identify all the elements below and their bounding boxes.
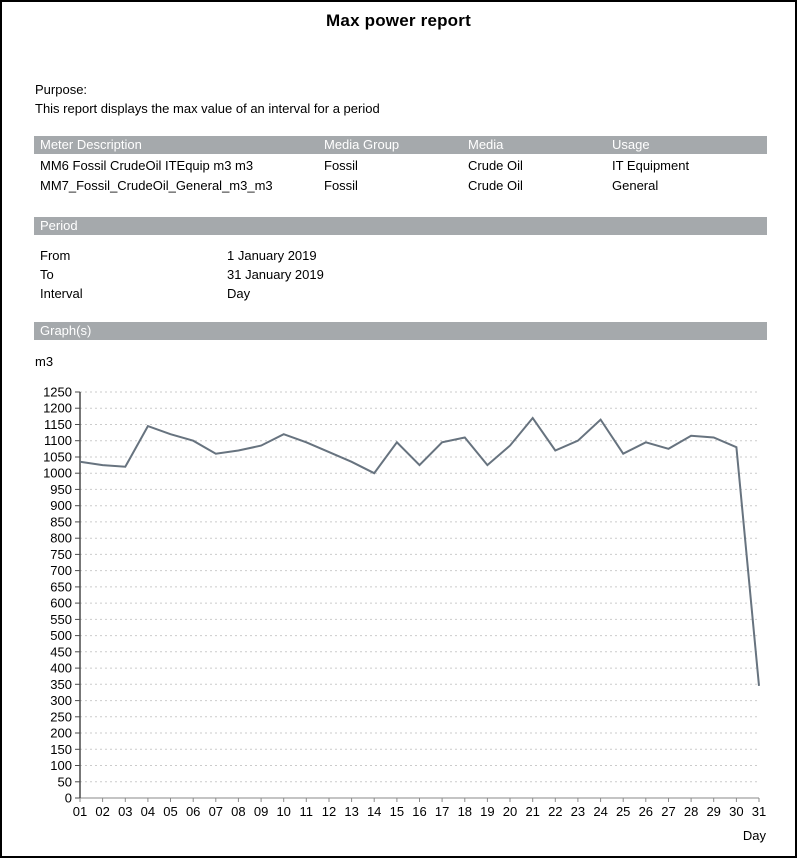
svg-text:12: 12 (321, 804, 337, 819)
table-row (34, 156, 767, 176)
purpose-section (35, 80, 762, 118)
svg-text:03: 03 (118, 804, 133, 819)
svg-text:250: 250 (50, 709, 72, 725)
svg-text:01: 01 (72, 804, 88, 819)
svg-text:200: 200 (50, 725, 72, 741)
svg-text:15: 15 (389, 804, 405, 819)
period-section-header: Period (34, 217, 767, 235)
svg-text:17: 17 (434, 804, 450, 819)
table-cell: Fossil (324, 158, 358, 173)
period-field-value: Day (227, 286, 251, 301)
svg-text:25: 25 (615, 804, 631, 819)
svg-text:20: 20 (502, 804, 518, 819)
svg-text:700: 700 (50, 563, 72, 579)
svg-text:800: 800 (50, 530, 72, 546)
period-field-label: From (40, 248, 71, 263)
chart-container (33, 379, 767, 858)
table-cell: Crude Oil (468, 158, 523, 173)
svg-text:600: 600 (50, 595, 72, 611)
column-header-media: Media (468, 137, 504, 152)
svg-text:1000: 1000 (43, 465, 72, 481)
svg-text:150: 150 (50, 741, 72, 757)
svg-text:550: 550 (50, 611, 72, 627)
period-field-value: 1 January 2019 (227, 248, 317, 263)
period-fields (34, 246, 767, 303)
svg-text:05: 05 (163, 804, 178, 819)
svg-text:19: 19 (480, 804, 495, 819)
svg-text:27: 27 (661, 804, 676, 819)
svg-text:850: 850 (50, 514, 72, 530)
svg-text:04: 04 (140, 804, 156, 819)
graphs-section-header: Graph(s) (34, 322, 767, 340)
svg-text:1250: 1250 (43, 384, 72, 400)
page-title: Max power report (326, 11, 471, 30)
table-cell: General (612, 178, 659, 193)
table-cell: Crude Oil (468, 178, 523, 193)
period-field-value: 31 January 2019 (227, 267, 324, 282)
svg-text:1200: 1200 (43, 400, 72, 416)
meter-table-header (34, 136, 767, 154)
svg-text:350: 350 (50, 676, 72, 692)
svg-text:450: 450 (50, 644, 72, 660)
svg-text:11: 11 (299, 804, 314, 819)
svg-text:1050: 1050 (43, 449, 72, 465)
svg-text:750: 750 (50, 546, 72, 562)
svg-text:18: 18 (457, 804, 473, 819)
period-field-label: To (40, 267, 54, 282)
period-field-row (34, 265, 767, 284)
y-axis-unit-label: m3 (35, 354, 54, 369)
svg-text:400: 400 (50, 660, 72, 676)
period-field-row (34, 246, 767, 265)
table-cell: IT Equipment (612, 158, 690, 173)
svg-text:29: 29 (706, 804, 721, 819)
svg-text:16: 16 (412, 804, 427, 819)
table-cell: Fossil (324, 178, 358, 193)
period-field-row (34, 284, 767, 303)
svg-text:300: 300 (50, 693, 72, 709)
table-cell: MM7_Fossil_CrudeOil_General_m3_m3 (40, 178, 273, 193)
svg-text:22: 22 (548, 804, 563, 819)
svg-text:31: 31 (751, 804, 767, 819)
svg-text:13: 13 (344, 804, 359, 819)
svg-text:950: 950 (50, 481, 72, 497)
svg-text:07: 07 (208, 804, 224, 819)
svg-text:09: 09 (253, 804, 269, 819)
column-header-meter-description: Meter Description (40, 137, 142, 152)
svg-text:28: 28 (683, 804, 699, 819)
svg-text:1150: 1150 (44, 417, 72, 432)
table-row (34, 176, 767, 196)
period-field-label: Interval (40, 286, 83, 301)
svg-text:30: 30 (729, 804, 744, 819)
svg-text:900: 900 (50, 498, 72, 514)
svg-text:14: 14 (366, 804, 382, 819)
svg-text:50: 50 (57, 774, 72, 790)
svg-text:06: 06 (185, 804, 201, 819)
max-power-line-chart (33, 379, 767, 858)
svg-text:100: 100 (50, 758, 72, 773)
svg-text:10: 10 (276, 804, 291, 819)
column-header-usage: Usage (612, 137, 650, 152)
svg-text:650: 650 (50, 579, 72, 595)
svg-text:500: 500 (50, 628, 72, 644)
svg-text:23: 23 (570, 804, 586, 819)
svg-text:24: 24 (593, 804, 608, 819)
purpose-label: Purpose: (35, 82, 88, 97)
svg-text:1100: 1100 (44, 433, 72, 449)
svg-text:26: 26 (638, 804, 654, 819)
meter-table-body (34, 156, 767, 196)
purpose-text: This report displays the max value of an interval for a period (35, 101, 380, 116)
svg-text:0: 0 (64, 790, 72, 806)
svg-text:Day: Day (742, 828, 766, 843)
column-header-media-group: Media Group (324, 137, 400, 152)
svg-text:21: 21 (525, 804, 540, 819)
table-cell: MM6 Fossil CrudeOil ITEquip m3 m3 (40, 158, 254, 173)
svg-text:08: 08 (231, 804, 246, 819)
svg-text:02: 02 (95, 804, 110, 819)
